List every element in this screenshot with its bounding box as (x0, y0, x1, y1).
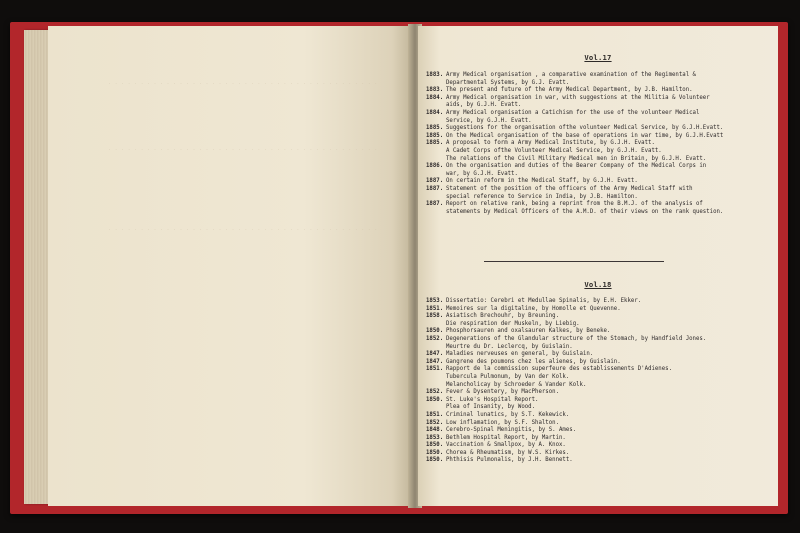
entry-text: On the Medical organisation of the base of operations in war time, by G.J.H.Evatt (446, 132, 724, 139)
catalog-entry (426, 328, 774, 336)
catalog-entry (426, 118, 774, 126)
catalog-entry (426, 344, 774, 352)
entry-year (426, 148, 446, 156)
catalog-entry (426, 397, 774, 405)
show-through-text: . . . . . . . . . . . . . . . . . . . . . . . . . . . . . . . . . . . . . . . . . . (108, 226, 378, 232)
entry-text: war, by G.J.H. Evatt. (446, 170, 518, 177)
entry-text: Service, by G.J.H. Evatt. (446, 117, 532, 124)
entry-year: 1851. (426, 411, 444, 418)
entry-year (426, 102, 446, 110)
entry-year: 1850. (426, 328, 444, 335)
entry-text: Fever & Dysentery, by MacPherson. (446, 389, 559, 396)
entry-text: Criminal lunatics, by S.T. Kekewick. (446, 411, 570, 418)
entry-year (426, 321, 446, 329)
entry-text: Report on relative rank, being a reprint from the B.M.J. of the analysis of (446, 201, 703, 208)
entry-year: 1884. (426, 94, 444, 101)
entry-text: Meurtre du Dr. Leclercq, by Guislain. (446, 343, 573, 350)
vol-17-heading: Vol.17 (584, 53, 612, 62)
entry-year (426, 404, 446, 412)
entry-year: 1848. (426, 427, 444, 434)
entry-year: 1853. (426, 434, 444, 441)
entry-year: 1852. (426, 419, 444, 426)
entry-year (426, 194, 446, 202)
entry-year: 1885. (426, 125, 444, 132)
entry-text: Vaccination & Smallpox, by A. Knox. (446, 442, 566, 449)
entry-text: Low inflamation, by S.F. Shalton. (446, 419, 559, 426)
entry-year: 1887. (426, 178, 444, 185)
catalog-entry (426, 125, 774, 133)
entry-text: St. Luke's Hospital Report. (446, 396, 539, 403)
entry-text: Phthisis Pulmonalis, by J.H. Bennett. (446, 457, 573, 464)
entry-year: 1852. (426, 335, 444, 342)
entry-text: Maladies nerveuses en general, by Guislain. (446, 351, 594, 358)
entry-text: Statement of the position of the officers of the Army Medical Staff with (446, 185, 693, 192)
catalog-entry (426, 427, 774, 435)
entry-text: Degenerations of the Glandular structure of the Stomach, by Handfield Jones. (446, 335, 707, 342)
catalog-entry (426, 87, 774, 95)
entry-year: 1850. (426, 457, 444, 464)
catalog-entry (426, 404, 774, 412)
entry-text: A Cadet Corps ofthe Volunteer Medical Service, by G.J.H. Evatt. (446, 147, 662, 154)
catalog-entry (426, 171, 774, 179)
entry-text: statements by Medical Officers of the A.M.D. of their views on the rank question. (446, 208, 724, 215)
entry-year (426, 382, 446, 390)
catalog-entry (426, 306, 774, 314)
entry-year: 1886. (426, 163, 444, 170)
entry-year: 1885. (426, 132, 444, 139)
entry-year: 1883. (426, 72, 444, 78)
catalog-entry (426, 389, 774, 397)
entry-year (426, 344, 446, 352)
catalog-entry (426, 435, 774, 443)
entry-text: Plea of Insanity, by Wood. (446, 404, 536, 411)
entry-text: Rapport de la commission superfeure des establissements D'Adienes. (446, 366, 672, 373)
page-edges (24, 30, 50, 504)
catalog-entry (426, 133, 774, 141)
entry-year: 1883. (426, 87, 444, 94)
entry-text: Departmental Systems, by G.J. Evatt. (446, 79, 570, 86)
catalog-entry (426, 178, 774, 186)
entry-year: 1852. (426, 389, 444, 396)
catalog-entry (426, 420, 774, 428)
catalog-entry (426, 382, 774, 390)
entry-text: Army Medical organisation in war, with suggestions at the Militia & Volunteer (446, 94, 710, 101)
entry-text: special reference to Service in India, by J.B. Hamilton. (446, 193, 638, 200)
catalog-entry (426, 95, 774, 103)
vol-18-entry-list (426, 298, 774, 465)
entry-text: Melancholicay by Schroeder & Vander Kolk. (446, 381, 587, 388)
entry-text: Chorea & Rheumatism, by W.S. Kirkes. (446, 449, 570, 456)
entry-year (426, 374, 446, 382)
entry-text: Cerebro-Spinal Meningitis, by S. Ames. (446, 427, 577, 434)
entry-text: A proposal to form a Army Medical Institute, by G.J.H. Evatt. (446, 140, 655, 147)
catalog-entry (426, 374, 774, 382)
entry-text: Tubercula Pulmonum, by Van der Kolk. (446, 373, 570, 380)
catalog-entry (426, 442, 774, 450)
entry-year: 1858. (426, 313, 444, 320)
entry-year (426, 209, 446, 217)
entry-text: aids, by G.J.H. Evatt. (446, 102, 522, 109)
catalog-entry (426, 163, 774, 171)
catalog-entry (426, 186, 774, 194)
catalog-entry (426, 412, 774, 420)
entry-text: Suggestions for the organisation ofthe volunteer Medical Service, by G.J.H.Evatt. (446, 125, 724, 132)
catalog-entry (426, 80, 774, 88)
entry-text: Phosphorsauren and oxalsauren Kalkes, by Beneke. (446, 328, 611, 335)
right-page (418, 26, 778, 506)
entry-year (426, 171, 446, 179)
catalog-entry (426, 313, 774, 321)
catalog-entry (426, 110, 774, 118)
entry-year: 1884. (426, 109, 444, 116)
entry-year: 1885. (426, 140, 444, 147)
catalog-entry (426, 351, 774, 359)
entry-year: 1887. (426, 185, 444, 192)
entry-year: 1847. (426, 358, 444, 365)
entry-text: Die respiration der Muskeln, by Liebig. (446, 320, 580, 327)
entry-year: 1851. (426, 305, 444, 312)
catalog-entry (426, 359, 774, 367)
entry-text: Bethlem Hospital Report, by Martin. (446, 434, 566, 441)
entry-year (426, 118, 446, 126)
section-divider (484, 261, 664, 262)
entry-year (426, 156, 446, 164)
catalog-entry (426, 298, 774, 306)
entry-text: Gangrene des poumons chez les alienes, by Guislain. (446, 358, 621, 365)
entry-text: Asiatisch Brechouhr, by Breuning. (446, 313, 559, 320)
entry-text: Army Medical organisation a Catichism for the use of the volunteer Medical (446, 109, 700, 116)
entry-year: 1850. (426, 396, 444, 403)
catalog-entry (426, 209, 774, 217)
catalog-entry (426, 156, 774, 164)
catalog-entry (426, 321, 774, 329)
show-through-text: . . . . . . . . . . . . . . . . . . . . . . . . . . . . . . . . . . . . . . . . . . (108, 146, 378, 152)
catalog-entry (426, 194, 774, 202)
entry-year: 1850. (426, 449, 444, 456)
catalog-entry (426, 148, 774, 156)
entry-year: 1851. (426, 366, 444, 373)
entry-text: Memoires sur la digitaline, by Homolle et Quevenne. (446, 305, 621, 312)
entry-year: 1853. (426, 298, 444, 304)
entry-text: The relations of the Civil Military Medical men in Britain, by G.J.H. Evatt. (446, 155, 707, 162)
catalog-entry (426, 72, 774, 80)
entry-year (426, 80, 446, 88)
catalog-entry (426, 450, 774, 458)
entry-text: On the organisation and duties of the Bearer Company of the Medical Corps in (446, 163, 707, 170)
vol-18-heading: Vol.18 (584, 280, 612, 289)
entry-text: Army Medical organisation , a comparative examination of the Regimental & (446, 72, 696, 78)
entry-text: Dissertatio: Cerebri et Medullae Spinalis, by E.H. Ekker. (446, 298, 642, 304)
catalog-entry (426, 102, 774, 110)
entry-year: 1850. (426, 442, 444, 449)
vol-17-entry-list (426, 72, 774, 216)
catalog-entry (426, 201, 774, 209)
catalog-entry (426, 457, 774, 465)
entry-text: On certain reform in the Medical Staff, by G.J.H. Evatt. (446, 178, 638, 185)
catalog-entry (426, 366, 774, 374)
entry-year: 1847. (426, 351, 444, 358)
catalog-entry (426, 140, 774, 148)
entry-year: 1887. (426, 201, 444, 208)
entry-text: The present and future of the Army Medical Department, by J.B. Hamilton. (446, 87, 693, 94)
show-through-text: . . . . . . . . . . . . . . . . . . . . . . . . . . . . . . . . . . . . . . . . . . (108, 80, 378, 86)
catalog-entry (426, 336, 774, 344)
left-page (48, 26, 414, 506)
